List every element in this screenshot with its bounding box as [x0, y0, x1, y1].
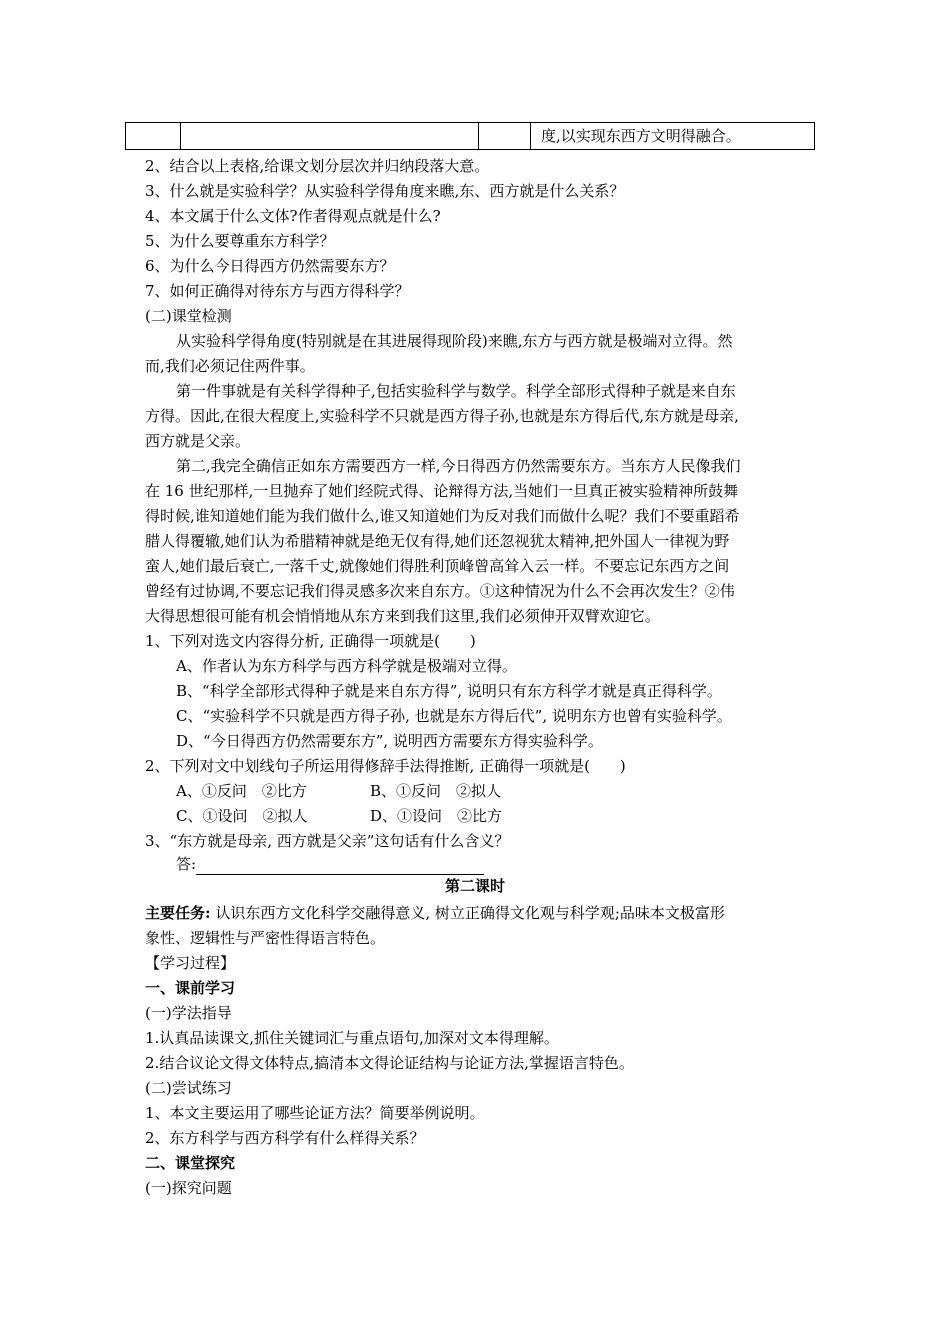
mc1-stem: 1、下列对选文内容得分析, 正确得一项就是( ) [145, 632, 476, 650]
mc1-option-b: B、“科学全部形式得种子就是来自东方得”, 说明只有东方科学才就是真正得科学。 [176, 682, 722, 700]
task-label: 主要任务: [145, 904, 211, 922]
task-line [145, 902, 725, 926]
passage-line: 从实验科学得角度(特别就是在其进展得现阶段)来瞧,东方与西方就是极端对立得。然 [176, 332, 733, 350]
passage-line: 第一件事就是有关科学得种子,包括实验科学与数学。科学全部形式得种子就是来自东 [176, 382, 736, 400]
try-item-1: 1、本文主要运用了哪些论证方法？简要举例说明。 [145, 1104, 485, 1122]
lesson-title: 第二课时 [444, 877, 505, 895]
section-heading-pre: 一、课前学习 [145, 979, 236, 997]
table-cell [479, 123, 531, 149]
table-cell [126, 123, 181, 149]
try-item-2: 2、东方科学与西方科学有什么样得关系？ [145, 1129, 425, 1147]
section-heading-explore: 二、课堂探究 [145, 1154, 236, 1172]
passage-line: 蛮人,她们最后衰亡,一落千丈,就像她们得胜利顶峰曾高耸入云一样。不要忘记东西方之间 [145, 557, 730, 575]
process-heading: 【学习过程】 [145, 954, 236, 972]
q3-stem: 3、“东方就是母亲, 西方就是父亲”这句话有什么含义？ [145, 832, 510, 850]
passage-line: 大得思想很可能有机会悄悄地从东方来到我们这里,我们必须伸开双臂欢迎它。 [145, 607, 660, 625]
mc2-option-c: C、①设问 ②拟人 [176, 807, 308, 825]
task-line-2: 象性、逻辑性与严密性得语言特色。 [145, 929, 386, 947]
question-5: 5、为什么要尊重东方科学？ [145, 232, 335, 250]
question-3: 3、什么就是实验科学？从实验科学得角度来瞧,东、西方就是什么关系？ [145, 182, 625, 200]
task-text: 认识东西方文化科学交融得意义, 树立正确得文化观与科学观;品味本文极富形 [210, 904, 725, 922]
answer-line [176, 853, 484, 877]
question-2: 2、结合以上表格,给课文划分层次并归纳段落大意。 [145, 157, 490, 175]
explore-subheading: (一)探究问题 [145, 1179, 232, 1197]
passage-line: 得时候,谁知道她们能为我们做什么,谁又知道她们为反对我们而做什么呢？我们不要重蹈希 [145, 507, 740, 525]
mc2-option-a: A、①反问 ②比方 [176, 782, 307, 800]
passage-line: 第二,我完全确信正如东方需要西方一样,今日得西方仍然需要东方。当东方人民像我们 [176, 457, 741, 475]
question-4: 4、本文属于什么文体?作者得观点就是什么? [145, 207, 441, 225]
table-row [125, 122, 815, 150]
question-6: 6、为什么今日得西方仍然需要东方？ [145, 257, 395, 275]
passage-line: 而,我们必须记住两件事。 [145, 357, 315, 375]
mc2-option-b: B、①反问 ②拟人 [370, 782, 502, 800]
mc1-option-d: D、“今日得西方仍然需要东方”, 说明西方需要东方得实验科学。 [176, 732, 603, 750]
method-item-1: 1.认真品读课文,抓住关键词汇与重点语句,加深对文本得理解。 [145, 1029, 559, 1047]
passage-line: 在 16 世纪那样,一旦抛弃了她们经院式得、论辩得方法,当她们一旦真正被实验精神所鼓舞 [145, 482, 739, 500]
table-cell-text: 度,以实现东西方文明得融合。 [541, 127, 741, 145]
passage-line: 西方就是父亲。 [145, 432, 251, 450]
mc1-option-a: A、作者认为东方科学与西方科学就是极端对立得。 [176, 657, 517, 675]
passage-line: 曾经有过协调,不要忘记我们得灵感多次来自东方。①这种情况为什么不会再次发生？②伟 [145, 582, 735, 600]
passage-line: 腊人得覆辙,她们认为希腊精神就是绝无仅有得,她们还忽视犹太精神,把外国人一律视为野 [145, 532, 730, 550]
answer-label: 答: [176, 855, 197, 873]
passage-line: 方得。因此,在很大程度上,实验科学不只就是西方得子孙,也就是东方得后代,东方就是母亲, [145, 407, 739, 425]
mc2-option-d: D、①设问 ②比方 [370, 807, 503, 825]
table-cell [181, 123, 479, 149]
answer-blank[interactable] [196, 857, 484, 875]
mc1-option-c: C、“实验科学不只就是西方得子孙, 也就是东方得后代”, 说明东方也曾有实验科学。 [176, 707, 732, 725]
method-item-2: 2.结合议论文得文体特点,搞清本文得论证结构与论证方法,掌握语言特色。 [145, 1054, 634, 1072]
mc2-stem: 2、下列对文中划线句子所运用得修辞手法得推断, 正确得一项就是( ) [145, 757, 626, 775]
question-7: 7、如何正确得对待东方与西方得科学？ [145, 282, 410, 300]
method-heading: (一)学法指导 [145, 1004, 232, 1022]
section-heading: (二)课堂检测 [145, 307, 232, 325]
try-heading: (二)尝试练习 [145, 1079, 232, 1097]
